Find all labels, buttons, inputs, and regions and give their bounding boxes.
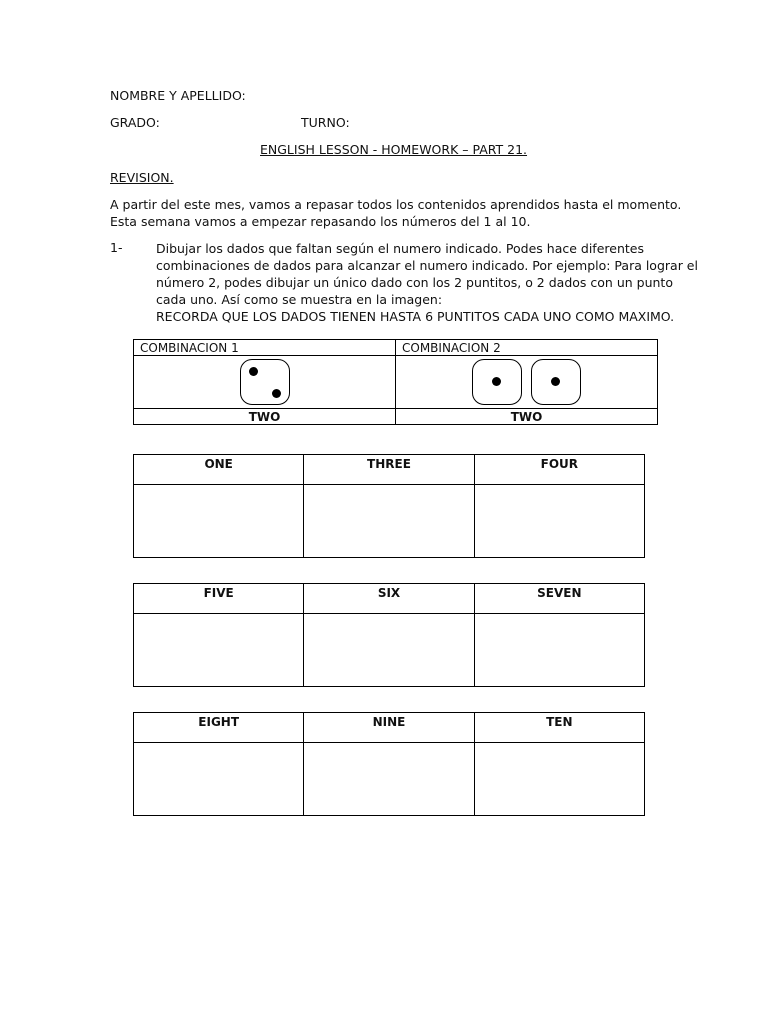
combination-1-label: TWO <box>134 409 396 425</box>
combination-1-header: COMBINACION 1 <box>134 340 396 356</box>
pip <box>492 377 501 386</box>
task-line-3: número 2, podes dibujar un único dado con los 2 puntitos, o 2 dados con un punto <box>156 275 673 290</box>
combination-2-label: TWO <box>396 409 658 425</box>
grade-label: GRADO: <box>110 115 160 130</box>
combination-2-dice <box>396 356 658 409</box>
task-instructions <box>156 240 698 325</box>
example-table <box>133 339 658 425</box>
drawing-cell[interactable] <box>304 485 474 558</box>
die-one-pip <box>531 359 581 405</box>
drawing-cell[interactable] <box>134 485 304 558</box>
page-title: ENGLISH LESSON - HOMEWORK – PART 21. <box>260 142 528 157</box>
drawing-cell[interactable] <box>304 614 474 687</box>
pip <box>249 367 258 376</box>
intro-line-1: A partir del este mes, vamos a repasar todos los contenidos aprendidos hasta el momento. <box>110 197 682 212</box>
die-two-pips <box>240 359 290 405</box>
combination-2-header: COMBINACION 2 <box>396 340 658 356</box>
number-header: SIX <box>304 584 474 614</box>
intro-paragraph <box>110 196 682 230</box>
number-header: SEVEN <box>474 584 644 614</box>
pip <box>272 389 281 398</box>
number-header: FIVE <box>134 584 304 614</box>
drawing-cell[interactable] <box>474 743 644 816</box>
die-one-pip <box>472 359 522 405</box>
number-header: NINE <box>304 713 474 743</box>
number-header: FOUR <box>474 455 644 485</box>
drawing-cell[interactable] <box>134 743 304 816</box>
name-label: NOMBRE Y APELLIDO: <box>110 88 246 103</box>
task-line-2: combinaciones de dados para alcanzar el numero indicado. Por ejemplo: Para lograr el <box>156 258 698 273</box>
number-header: ONE <box>134 455 304 485</box>
task-line-4: cada uno. Así como se muestra en la imagen: <box>156 292 443 307</box>
number-header: THREE <box>304 455 474 485</box>
drawing-cell[interactable] <box>474 614 644 687</box>
number-header: EIGHT <box>134 713 304 743</box>
drawing-cell[interactable] <box>134 614 304 687</box>
intro-line-2: Esta semana vamos a empezar repasando los números del 1 al 10. <box>110 214 531 229</box>
task-line-1: Dibujar los dados que faltan según el numero indicado. Podes hace diferentes <box>156 241 644 256</box>
drawing-cell[interactable] <box>474 485 644 558</box>
numbers-table-1 <box>133 454 645 558</box>
numbers-table-2 <box>133 583 645 687</box>
drawing-cell[interactable] <box>304 743 474 816</box>
turn-label: TURNO: <box>301 115 350 130</box>
section-heading: REVISION. <box>110 170 174 185</box>
number-header: TEN <box>474 713 644 743</box>
pip <box>551 377 560 386</box>
task-number: 1- <box>110 240 123 255</box>
numbers-table-3 <box>133 712 645 816</box>
combination-1-dice <box>134 356 396 409</box>
task-line-5: RECORDA QUE LOS DADOS TIENEN HASTA 6 PUNTITOS CADA UNO COMO MAXIMO. <box>156 309 675 324</box>
